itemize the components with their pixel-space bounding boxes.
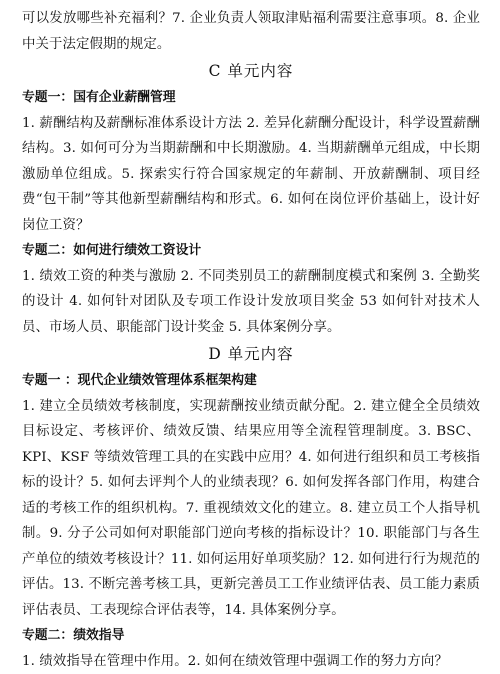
section-c-topic1-body: 1. 薪酬结构及薪酬标准体系设计方法 2. 差异化薪酬分配设计，科学设置薪酬结构。3. 如何可分为当期薪酬和中长期激励。4. 当期薪酬单元组成，中长期激励单位组成。5. 探索实行符合国家规定的年薪制、开放薪酬制、项目经费“包干制”等其他新型薪酬结构和形式。6. 如何在岗位评价基础上，设计好岗位工资？ (22, 111, 480, 239)
section-d-topic1-title: 专题一 ：现代企业绩效管理体系框架构建 (22, 368, 480, 394)
section-d-topic2-title: 专题二：绩效指导 (22, 623, 480, 649)
section-c-topic1-title: 专题一：国有企业薪酬管理 (22, 85, 480, 111)
intro-paragraph: 可以发放哪些补充福利？7. 企业负责人领取津贴福利需要注意事项。8. 企业中关于法定假期的规定。 (22, 6, 480, 57)
section-c-topic2-title: 专题二：如何进行绩效工资设计 (22, 238, 480, 264)
section-d-topic2-body: 1. 绩效指导在管理中作用。2. 如何在绩效管理中强调工作的努力方向？ (22, 649, 480, 674)
section-d-title: D 单元内容 (22, 340, 480, 368)
section-c-topic2-body: 1. 绩效工资的种类与激励 2. 不同类别员工的薪酬制度模式和案例 3. 全勤奖的设计 4. 如何针对团队及专项工作设计发放项目奖金 53 如何针对技术人员、市场人员、职能部门设计奖金 5. 具体案例分享。 (22, 264, 480, 341)
section-c-title: C 单元内容 (22, 57, 480, 85)
section-d-topic1-body: 1. 建立全员绩效考核制度，实现薪酬按业绩贡献分配。2. 建立健全全员绩效目标设定、考核评价、绩效反馈、结果应用等全流程管理制度。3. BSC、KPI、KSF 等绩效管理工具的在实践中应用？4. 如何进行组织和员工考核指标的设计？5. 如何去评判个人的业绩表现？6. 如何发挥各部门作用，构建合适的考核工作的组织机构。7. 重视绩效文化的建立。8. 建立员工个人指导机制。9. 分子公司如何对职能部门逆向考核的指标设计？10. 职能部门与各生产单位的绩效考核设计？11. 如何运用好单项奖励？12. 如何进行行为规范的评估。13. 不断完善考核工具，更新完善员工工作业绩评估表、员工能力素质评估表员、工表现综合评估表等，14. 具体案例分享。 (22, 394, 480, 624)
